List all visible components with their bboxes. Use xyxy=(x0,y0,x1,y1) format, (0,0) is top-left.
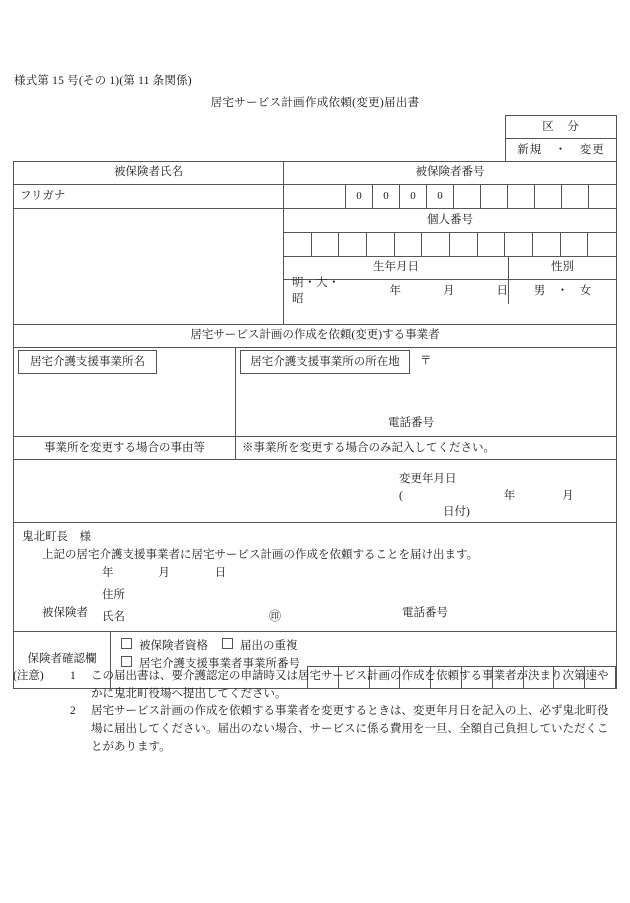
change-date-row[interactable] xyxy=(399,489,614,520)
note-2-number: 2 xyxy=(70,705,76,717)
checkbox-icon[interactable] xyxy=(121,638,132,649)
notes-heading: (注意) xyxy=(13,670,44,682)
note-1-number: 1 xyxy=(70,670,76,682)
change-reason-input[interactable] xyxy=(14,460,616,522)
change-day-unit: 日付) xyxy=(443,505,470,518)
declaration-date-row[interactable] xyxy=(102,566,226,582)
number-cell[interactable] xyxy=(535,185,562,208)
number-cell[interactable]: 0 xyxy=(346,185,373,208)
insured-name-header: 被保険者氏名 xyxy=(14,162,284,184)
number-cell[interactable] xyxy=(533,233,561,256)
office-name-input[interactable] xyxy=(14,376,236,436)
seal-icon: ㊞ xyxy=(269,609,282,623)
check-duplicate-label: 届出の重複 xyxy=(240,640,298,652)
personal-number-header: 個人番号 xyxy=(284,209,616,233)
dob-year-unit: 年 xyxy=(389,285,401,298)
change-reason-label: 事業所を変更する場合の事由等 xyxy=(14,437,236,459)
sex-options[interactable]: 男 ・ 女 xyxy=(533,285,592,298)
table-row xyxy=(14,460,616,523)
sex-header: 性別 xyxy=(551,261,574,274)
insured-number-grid[interactable] xyxy=(284,185,616,208)
change-reason-note: ※事業所を変更する場合のみ記入してください。 xyxy=(242,442,495,454)
dob-day-unit: 日 xyxy=(496,285,508,298)
number-cell[interactable] xyxy=(284,185,346,208)
table-row xyxy=(14,209,616,325)
main-form-table xyxy=(13,161,617,689)
declaration-statement: 上記の居宅介護支援事業者に居宅サービス計画の作成を依頼することを届け出ます。 xyxy=(42,549,479,561)
note-1-text: この届出書は、要介護認定の申請時又は居宅サービス計画の作成を依頼する事業者が決まり次第速やかに鬼北町役場へ提出してください。 xyxy=(91,670,609,700)
number-cell[interactable]: 0 xyxy=(373,185,400,208)
office-address-cell xyxy=(236,348,616,376)
era-options[interactable]: 明・大・昭 xyxy=(292,277,340,305)
number-cell[interactable] xyxy=(481,185,508,208)
number-cell[interactable]: 0 xyxy=(400,185,427,208)
table-row xyxy=(14,437,616,460)
table-row xyxy=(14,523,616,632)
insurer-confirmation-label: 保険者確認欄 xyxy=(14,632,111,688)
number-cell[interactable] xyxy=(312,233,340,256)
office-address-input[interactable] xyxy=(236,376,616,436)
zip-symbol: 〒 xyxy=(420,355,432,368)
mayor-addressee: 鬼北町長 様 xyxy=(22,531,91,543)
table-row xyxy=(14,325,616,348)
office-address-label: 居宅介護支援事業所の所在地 xyxy=(240,350,410,374)
office-name-label: 居宅介護支援事業所名 xyxy=(18,350,157,374)
number-cell[interactable] xyxy=(478,233,506,256)
number-cell[interactable] xyxy=(562,185,589,208)
office-phone-label: 電話番号 xyxy=(388,417,434,430)
number-cell[interactable] xyxy=(588,233,616,256)
table-row xyxy=(14,376,616,437)
furigana-label: フリガナ xyxy=(14,185,284,208)
number-cell[interactable]: 0 xyxy=(427,185,454,208)
kubun-label: 区 分 xyxy=(506,116,616,139)
declaration-address-label: 住所 xyxy=(102,589,125,601)
number-cell[interactable] xyxy=(422,233,450,256)
number-cell[interactable] xyxy=(454,185,481,208)
number-cell[interactable] xyxy=(589,185,616,208)
number-cell[interactable] xyxy=(339,233,367,256)
declaration-insured-label: 被保険者 xyxy=(42,607,88,619)
declaration-month-unit: 月 xyxy=(158,567,170,579)
table-row xyxy=(14,348,616,376)
kubun-options[interactable]: 新規 ・ 変更 xyxy=(517,144,605,156)
office-name-cell xyxy=(14,348,236,376)
change-year-unit: 年 xyxy=(503,490,516,502)
checkbox-icon[interactable] xyxy=(222,638,233,649)
number-cell[interactable] xyxy=(508,185,535,208)
change-date-label: 変更年月日 xyxy=(399,473,457,485)
declaration-day-unit: 日 xyxy=(214,567,227,579)
dob-month-unit: 月 xyxy=(443,285,455,298)
page-title: 居宅サービス計画作成依頼(変更)届出書 xyxy=(210,97,420,109)
dob-header: 生年月日 xyxy=(284,257,509,279)
change-month-unit: 月 xyxy=(562,490,574,502)
personal-number-grid[interactable] xyxy=(284,233,616,257)
declaration-name-label: 氏名 xyxy=(102,611,125,623)
insured-name-input[interactable] xyxy=(14,209,284,324)
kubun-box xyxy=(505,115,617,162)
declaration-block xyxy=(14,523,616,631)
check-office-number-label: 居宅介護支援事業者事業所番号 xyxy=(139,658,300,670)
declaration-year-unit: 年 xyxy=(102,567,114,579)
table-row xyxy=(14,162,616,185)
number-cell[interactable] xyxy=(450,233,478,256)
number-cell[interactable] xyxy=(561,233,589,256)
note-2-text: 居宅サービス計画の作成を依頼する事業者を変更するときは、変更年月日を記入の上、必ず鬼北町役場に届出してください。届出のない場合、サービスに係る費用を一旦、全額自己負担していただくことがあります。 xyxy=(91,705,609,753)
confirmation-check-row-1[interactable] xyxy=(121,638,298,655)
declaration-phone-label: 電話番号 xyxy=(402,607,448,619)
table-row xyxy=(14,185,616,209)
number-cell[interactable] xyxy=(505,233,533,256)
change-date-open-paren: ( xyxy=(399,490,403,502)
checkbox-icon[interactable] xyxy=(121,656,132,667)
number-cell[interactable] xyxy=(284,233,312,256)
dob-input-row[interactable] xyxy=(284,277,509,305)
number-cell[interactable] xyxy=(367,233,395,256)
provider-band-title: 居宅サービス計画の作成を依頼(変更)する事業者 xyxy=(190,329,440,342)
form-number: 様式第 15 号(その 1)(第 11 条関係) xyxy=(14,75,192,87)
table-row xyxy=(284,277,616,305)
number-cell[interactable] xyxy=(395,233,423,256)
insured-number-header: 被保険者番号 xyxy=(415,166,485,179)
check-qualification-label: 被保険者資格 xyxy=(139,640,208,652)
